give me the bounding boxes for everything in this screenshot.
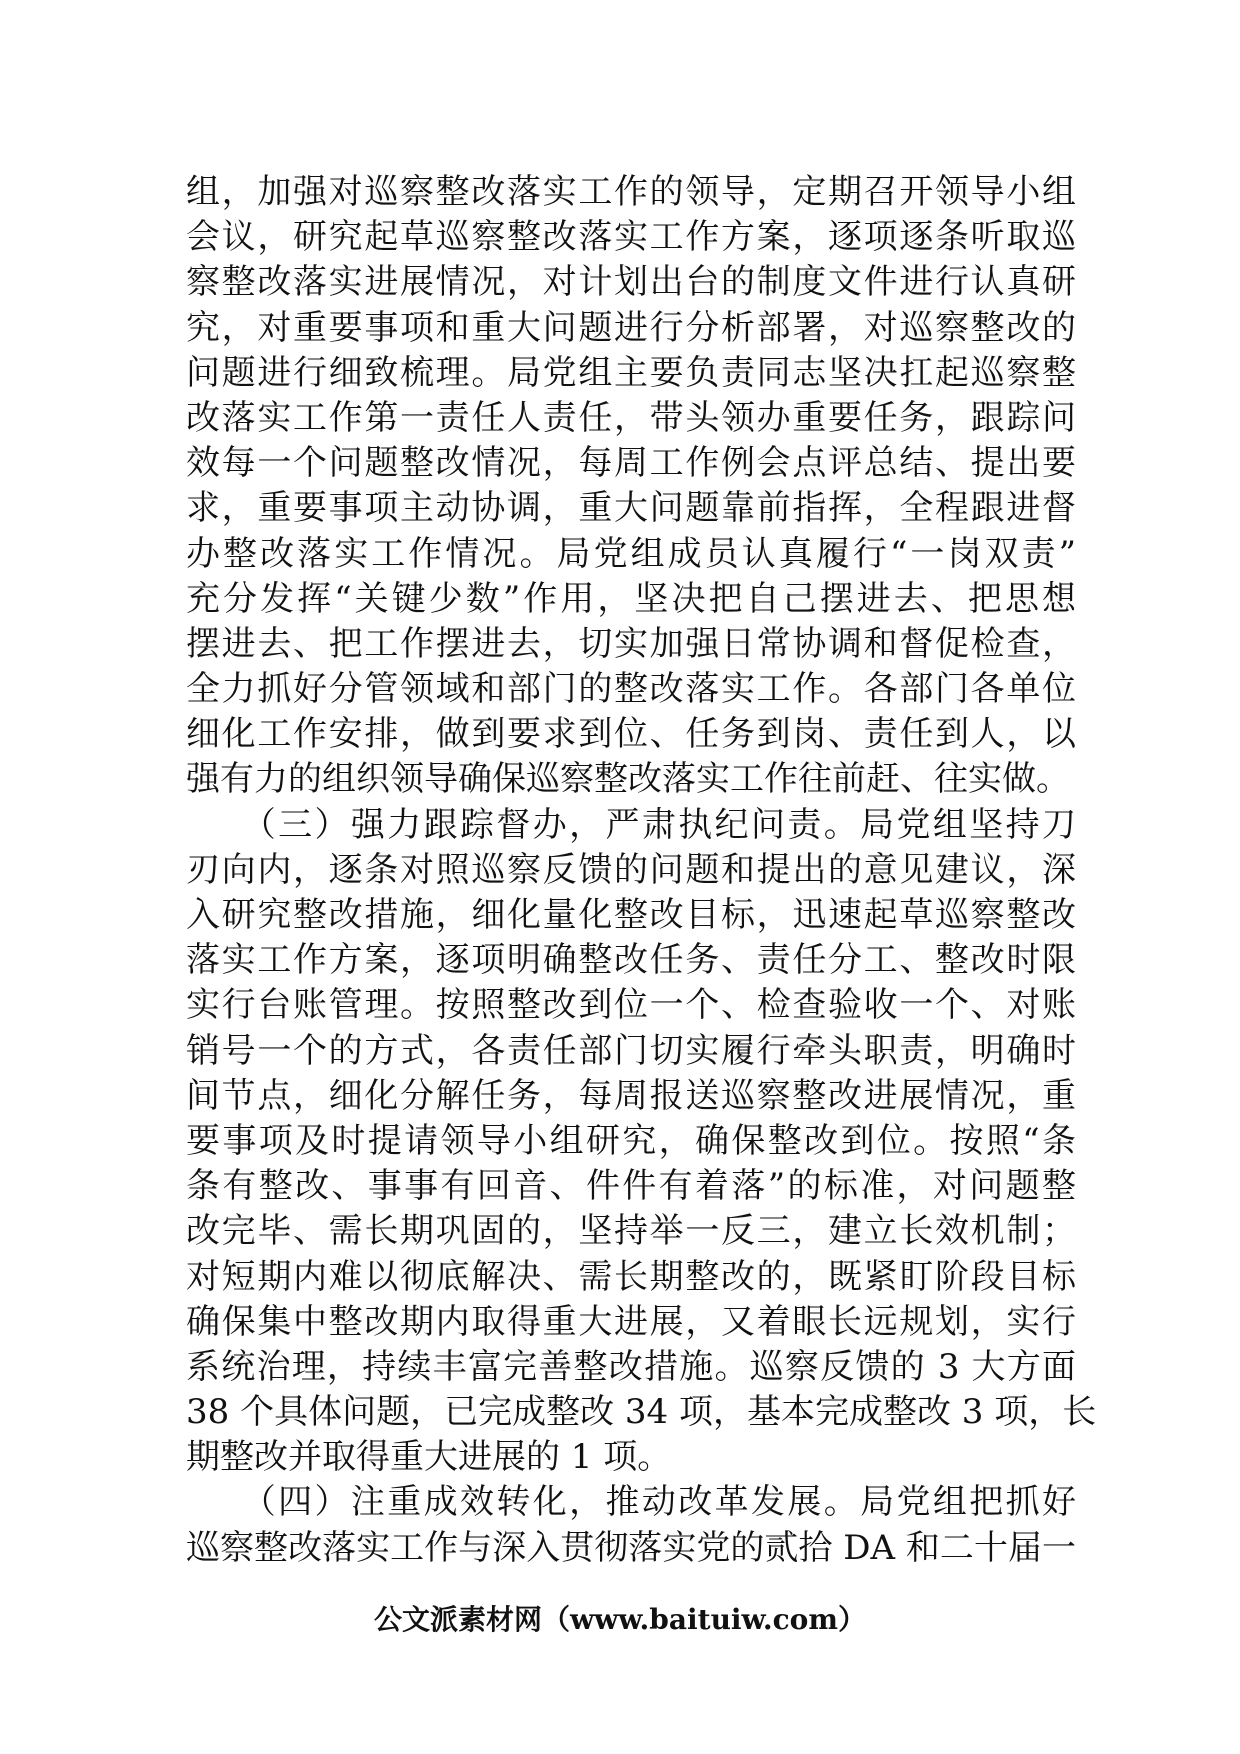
- text-line: 改完毕、需长期巩固的，坚持举一反三，建立长效机制；: [186, 1211, 1076, 1252]
- text-line: 巡察整改落实工作与深入贯彻落实党的贰拾 DA 和二十届一: [186, 1527, 1076, 1568]
- text-line: 察整改落实进展情况，对计划出台的制度文件进行认真研: [186, 262, 1076, 303]
- text-line: 究，对重要事项和重大问题进行分析部署，对巡察整改的: [186, 307, 1076, 348]
- text-line: 对短期内难以彻底解决、需长期整改的，既紧盯阶段目标: [186, 1256, 1076, 1297]
- text-line: 细化工作安排，做到要求到位、任务到岗、责任到人，以: [186, 714, 1076, 755]
- text-line: 强有力的组织领导确保巡察整改落实工作往前赶、往实做。: [186, 759, 1070, 800]
- text-line: 实行台账管理。按照整改到位一个、检查验收一个、对账: [186, 985, 1076, 1026]
- paragraph-heading-line: （四）注重成效转化，推动改革发展。局党组把抓好: [186, 1482, 1076, 1523]
- text-line: 期整改并取得重大进展的 1 项。: [186, 1437, 672, 1478]
- document-body: [186, 170, 1097, 1571]
- text-line: 全力抓好分管领域和部门的整改落实工作。各部门各单位: [186, 669, 1076, 710]
- text-line: 要事项及时提请领导小组研究，确保整改到位。按照“条: [186, 1120, 1076, 1161]
- text-line: 确保集中整改期内取得重大进展，又着眼长远规划，实行: [186, 1301, 1076, 1342]
- paragraph-heading-line: （三）强力跟踪督办，严肃执纪问责。局党组坚持刀: [186, 804, 1076, 845]
- text-line: 刃向内，逐条对照巡察反馈的问题和提出的意见建议，深: [186, 849, 1076, 890]
- text-line: 38 个具体问题，已完成整改 34 项，基本完成整改 3 项，长: [186, 1392, 1097, 1433]
- text-line: 充分发挥“关键少数”作用，坚决把自己摆进去、把思想: [186, 578, 1076, 619]
- text-line: 摆进去、把工作摆进去，切实加强日常协调和督促检查，: [186, 623, 1076, 664]
- text-line: 入研究整改措施，细化量化整改目标，迅速起草巡察整改: [186, 895, 1076, 935]
- text-line: 销号一个的方式，各责任部门切实履行牵头职责，明确时: [186, 1030, 1076, 1071]
- text-line: 落实工作方案，逐项明确整改任务、责任分工、整改时限: [186, 940, 1076, 981]
- text-line: 条有整改、事事有回音、件件有着落”的标准，对问题整: [186, 1166, 1076, 1207]
- text-line: 求，重要事项主动协调，重大问题靠前指挥，全程跟进督: [186, 488, 1076, 529]
- footer-watermark: 公文派素材网（www.baituiw.com）: [374, 1603, 866, 1636]
- text-line: 间节点，细化分解任务，每周报送巡察整改进展情况，重: [186, 1075, 1076, 1116]
- text-line: 会议，研究起草巡察整改落实工作方案，逐项逐条听取巡: [186, 217, 1076, 258]
- text-line: 改落实工作第一责任人责任，带头领办重要任务，跟踪问: [186, 397, 1076, 438]
- text-line: 组，加强对巡察整改落实工作的领导，定期召开领导小组: [186, 172, 1076, 212]
- text-line: 问题进行细致梳理。局党组主要负责同志坚决扛起巡察整: [186, 352, 1076, 393]
- text-line: 效每一个问题整改情况，每周工作例会点评总结、提出要: [186, 443, 1076, 484]
- text-line: 系统治理，持续丰富完善整改措施。巡察反馈的 3 大方面: [186, 1346, 1076, 1387]
- text-line: 办整改落实工作情况。局党组成员认真履行“一岗双责”: [186, 533, 1076, 574]
